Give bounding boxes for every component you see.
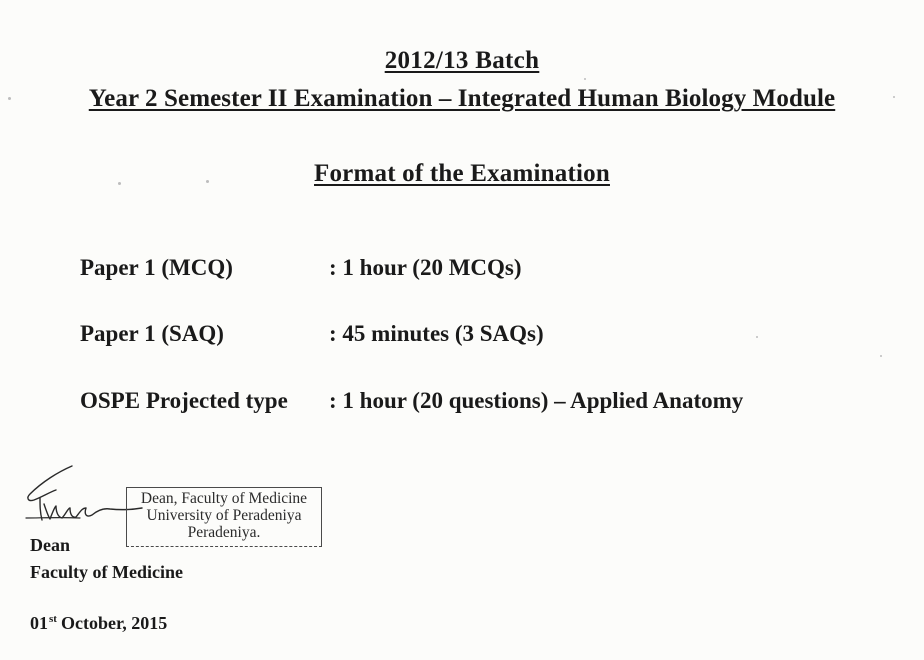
date-rest: October, 2015: [60, 613, 168, 633]
stamp-line: Dean, Faculty of Medicine: [140, 490, 308, 507]
signatory-title: Dean: [30, 535, 70, 555]
scan-speck: [584, 78, 586, 80]
date-suffix: st: [49, 613, 57, 625]
document-date: [30, 613, 167, 634]
signatory-faculty: Faculty of Medicine: [30, 562, 183, 582]
scan-speck: [756, 336, 758, 338]
paper-label: Paper 1 (SAQ): [80, 321, 224, 346]
date-day: 01: [30, 613, 48, 633]
exam-title: Year 2 Semester II Examination – Integrated Human Biology Module: [88, 85, 836, 112]
stamp-line: University of Peradeniya: [146, 507, 302, 524]
paper-duration: : 1 hour (20 questions) – Applied Anatomy: [329, 388, 744, 413]
paper-label: OSPE Projected type: [80, 388, 288, 413]
scan-speck: [880, 355, 882, 357]
paper-duration: : 1 hour (20 MCQs): [329, 255, 522, 280]
format-title: Format of the Examination: [314, 160, 610, 187]
batch-heading: 2012/13 Batch: [384, 47, 540, 74]
paper-label: Paper 1 (MCQ): [80, 255, 233, 280]
stamp-line: Peradeniya.: [187, 524, 261, 541]
official-stamp: [126, 487, 322, 547]
paper-duration: : 45 minutes (3 SAQs): [329, 321, 544, 346]
